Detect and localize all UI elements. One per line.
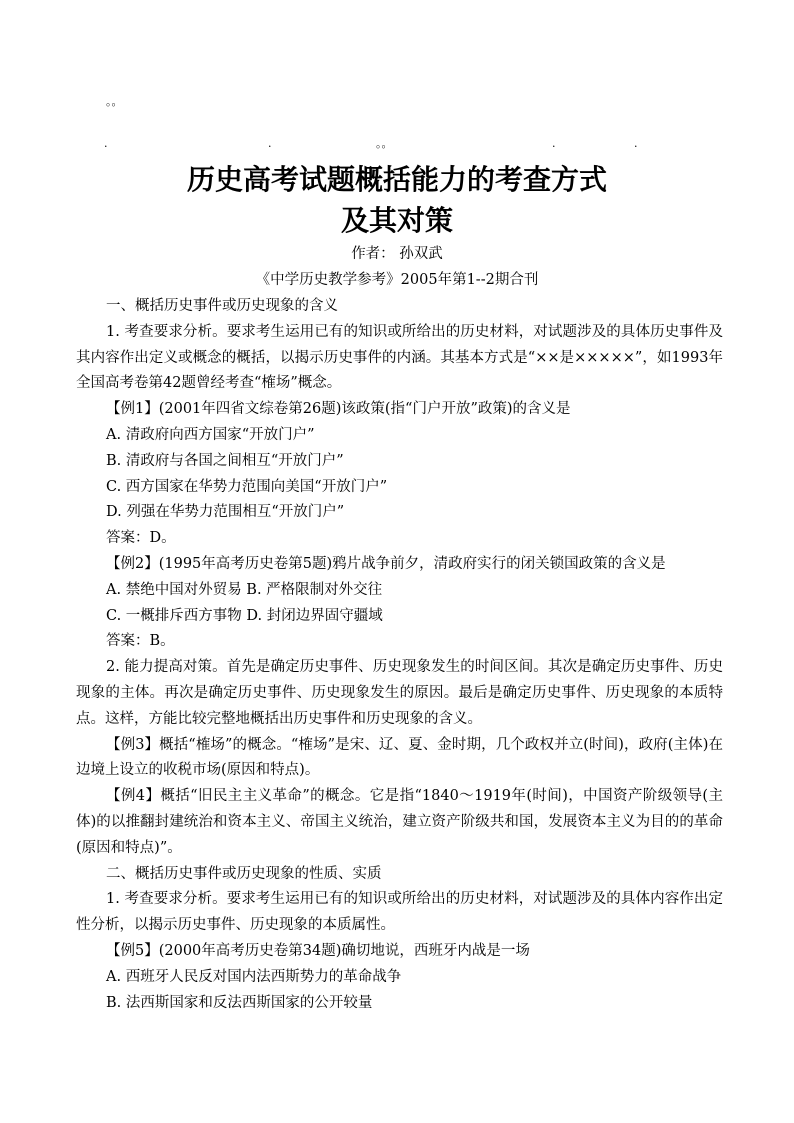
- answer: 答案：D。: [106, 530, 176, 547]
- example-question: 【例2】(1995年高考历史卷第5题)鸦片战争前夕，清政府实行的闭关锁国政策的含义是: [106, 555, 666, 572]
- paragraph: 1. 考查要求分析。要求考生运用已有的知识或所给出的历史材料，对试题涉及的具体历史事件及其内容作出定义或概念的概括，以揭示历史事件的内涵。其基本方式是“××是×××××”，如1993年全国高考卷第42题曾经考查“榷场”概念。: [76, 323, 723, 392]
- option: C. 一概排斥西方事物 D. 封闭边界固守疆域: [106, 607, 383, 624]
- article-body: [76, 294, 723, 1016]
- option: C. 西方国家在华势力范围向美国“开放门户”: [106, 478, 388, 495]
- option: B. 法西斯国家和反法西斯国家的公开较量: [106, 994, 373, 1011]
- section-heading: 一、概括历史事件或历史现象的含义: [106, 298, 338, 314]
- section-heading: 二、概括历史事件或历史现象的性质、实质: [106, 865, 382, 882]
- header-mark-dot: .: [268, 137, 272, 150]
- header-mark-dot: .: [104, 137, 108, 150]
- answer: 答案：B。: [106, 633, 175, 650]
- page-title-line2: 及其对策: [340, 204, 453, 237]
- header-mark-top-left: 。。: [106, 95, 123, 108]
- option: D. 列强在华势力范围相互“开放门户”: [106, 504, 345, 521]
- header-mark-center: 。。: [376, 137, 393, 150]
- page-title-line1: 历史高考试题概括能力的考查方式: [186, 163, 607, 196]
- option: A. 清政府向西方国家“开放门户”: [106, 426, 315, 443]
- paragraph: 1. 考查要求分析。要求考生运用已有的知识或所给出的历史材料，对试题涉及的具体内容作出定性分析，以揭示历史事件、历史现象的本质属性。: [76, 891, 723, 934]
- option: A. 西班牙人民反对国内法西斯势力的革命战争: [106, 968, 402, 985]
- option: B. 清政府与各国之间相互“开放门户”: [106, 452, 344, 469]
- source-line: 《中学历史教学参考》2005年第1--2期合刊: [255, 272, 539, 288]
- author-line: 作者： 孙双武: [351, 246, 443, 262]
- example-paragraph: 【例4】概括“旧民主主义革命”的概念。它是指“1840～1919年(时间)，中国资产阶级领导(主体)的以推翻封建统治和资本主义、帝国主义统治，建立资产阶级共和国，发展资本主义为目的的革命(原因和特点)”。: [76, 788, 723, 856]
- paragraph: 2. 能力提高对策。首先是确定历史事件、历史现象发生的时间区间。其次是确定历史事件、历史现象的主体。再次是确定历史事件、历史现象发生的原因。最后是确定历史事件、历史现象的本质特点。这样，方能比较完整地概括出历史事件和历史现象的含义。: [76, 659, 723, 727]
- example-question: 【例5】(2000年高考历史卷第34题)确切地说，西班牙内战是一场: [106, 942, 530, 959]
- header-mark-dot: .: [552, 137, 556, 150]
- header-mark-dot: .: [634, 137, 638, 150]
- option: A. 禁绝中国对外贸易 B. 严格限制对外交往: [106, 581, 383, 598]
- example-question: 【例1】(2001年四省文综卷第26题)该政策(指“门户开放”政策)的含义是: [106, 401, 571, 418]
- example-paragraph: 【例3】概括“榷场”的概念。“榷场”是宋、辽、夏、金时期，几个政权并立(时间)，政府(主体)在边境上设立的收税市场(原因和特点)。: [76, 736, 723, 779]
